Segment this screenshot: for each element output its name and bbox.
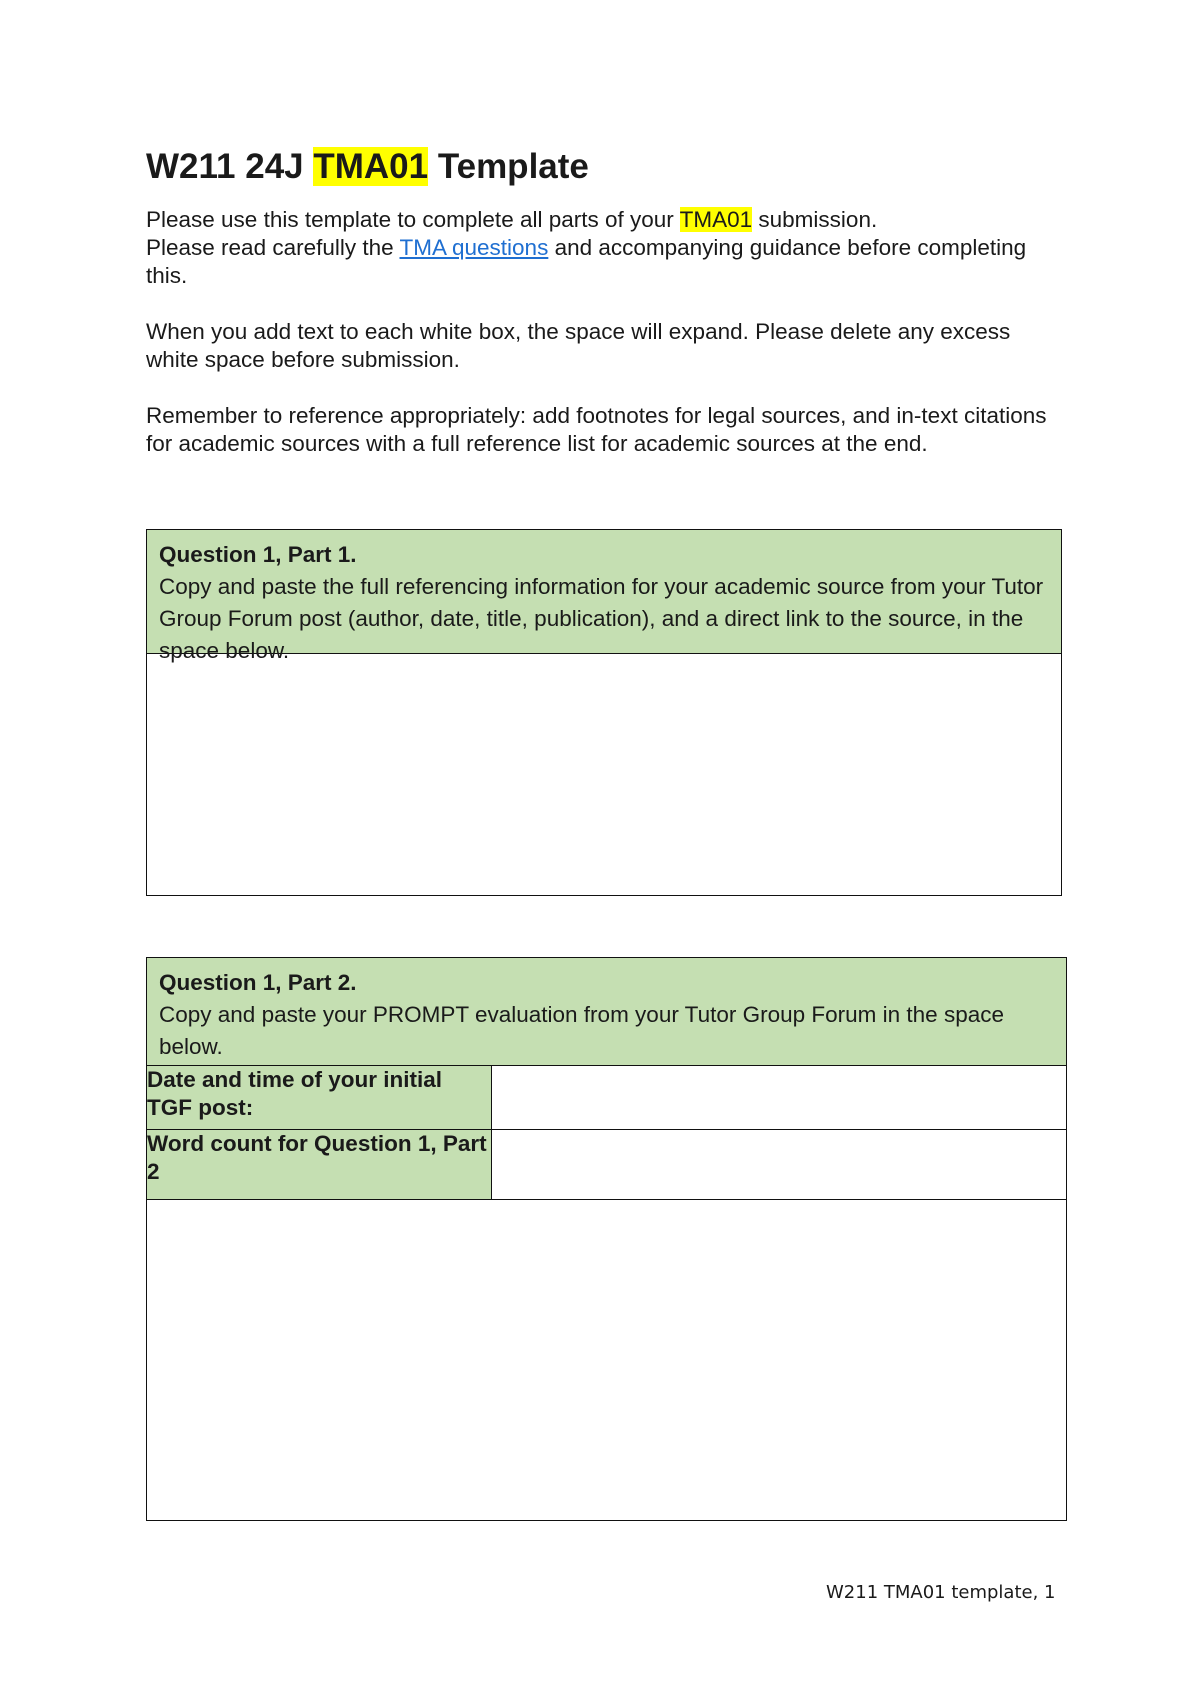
intro-paragraph-3: Remember to reference appropriately: add footnotes for legal sources, and in-text citations for academic sources with a full reference list for academic sources at the end. bbox=[146, 403, 1047, 456]
intro-paragraph-1 bbox=[146, 206, 1066, 290]
question-1-part-1-heading: Question 1, Part 1. bbox=[159, 542, 357, 567]
question-1-part-2-table bbox=[146, 957, 1067, 1521]
question-1-part-2-heading: Question 1, Part 2. bbox=[159, 970, 357, 995]
intro-text-span: submission. bbox=[752, 207, 878, 232]
intro-text bbox=[146, 206, 1066, 486]
question-1-part-1-instruction: Copy and paste the full referencing information for your academic source from your Tutor Group Forum post (author, date, title, publication), and a direct link to the source, in the space below. bbox=[159, 574, 1044, 663]
question-1-part-2-header bbox=[147, 958, 1067, 1066]
intro-text-span: Please read carefully the bbox=[146, 235, 400, 260]
tma-questions-link[interactable]: TMA questions bbox=[399, 235, 549, 260]
title-highlight: TMA01 bbox=[313, 147, 429, 186]
title-suffix: Template bbox=[428, 147, 589, 186]
question-1-part-1-header bbox=[147, 530, 1062, 663]
question-1-part-2-instruction: Copy and paste your PROMPT evaluation from your Tutor Group Forum in the space below. bbox=[159, 1002, 1004, 1059]
intro-text-span: Please use this template to complete all parts of your bbox=[146, 207, 680, 232]
date-time-label: Date and time of your initial TGF post: bbox=[147, 1066, 492, 1130]
word-count-label: Word count for Question 1, Part 2 bbox=[147, 1130, 492, 1200]
word-count-field[interactable] bbox=[491, 1130, 1066, 1200]
question-1-part-1-table bbox=[146, 529, 1062, 896]
date-time-field[interactable] bbox=[491, 1066, 1066, 1130]
title-prefix: W211 24J bbox=[146, 147, 314, 186]
question-1-part-2-answer-box[interactable] bbox=[147, 1200, 1067, 1521]
document-title bbox=[146, 145, 589, 189]
intro-highlight: TMA01 bbox=[679, 207, 753, 232]
intro-paragraph-2: When you add text to each white box, the space will expand. Please delete any excess white space before submission. bbox=[146, 319, 1011, 372]
question-1-part-1-answer-box[interactable] bbox=[147, 654, 1062, 896]
intro-text-span: and accompanying guidance before completing this. bbox=[146, 235, 1027, 288]
page-footer: W211 TMA01 template, 1 bbox=[826, 1582, 1056, 1603]
